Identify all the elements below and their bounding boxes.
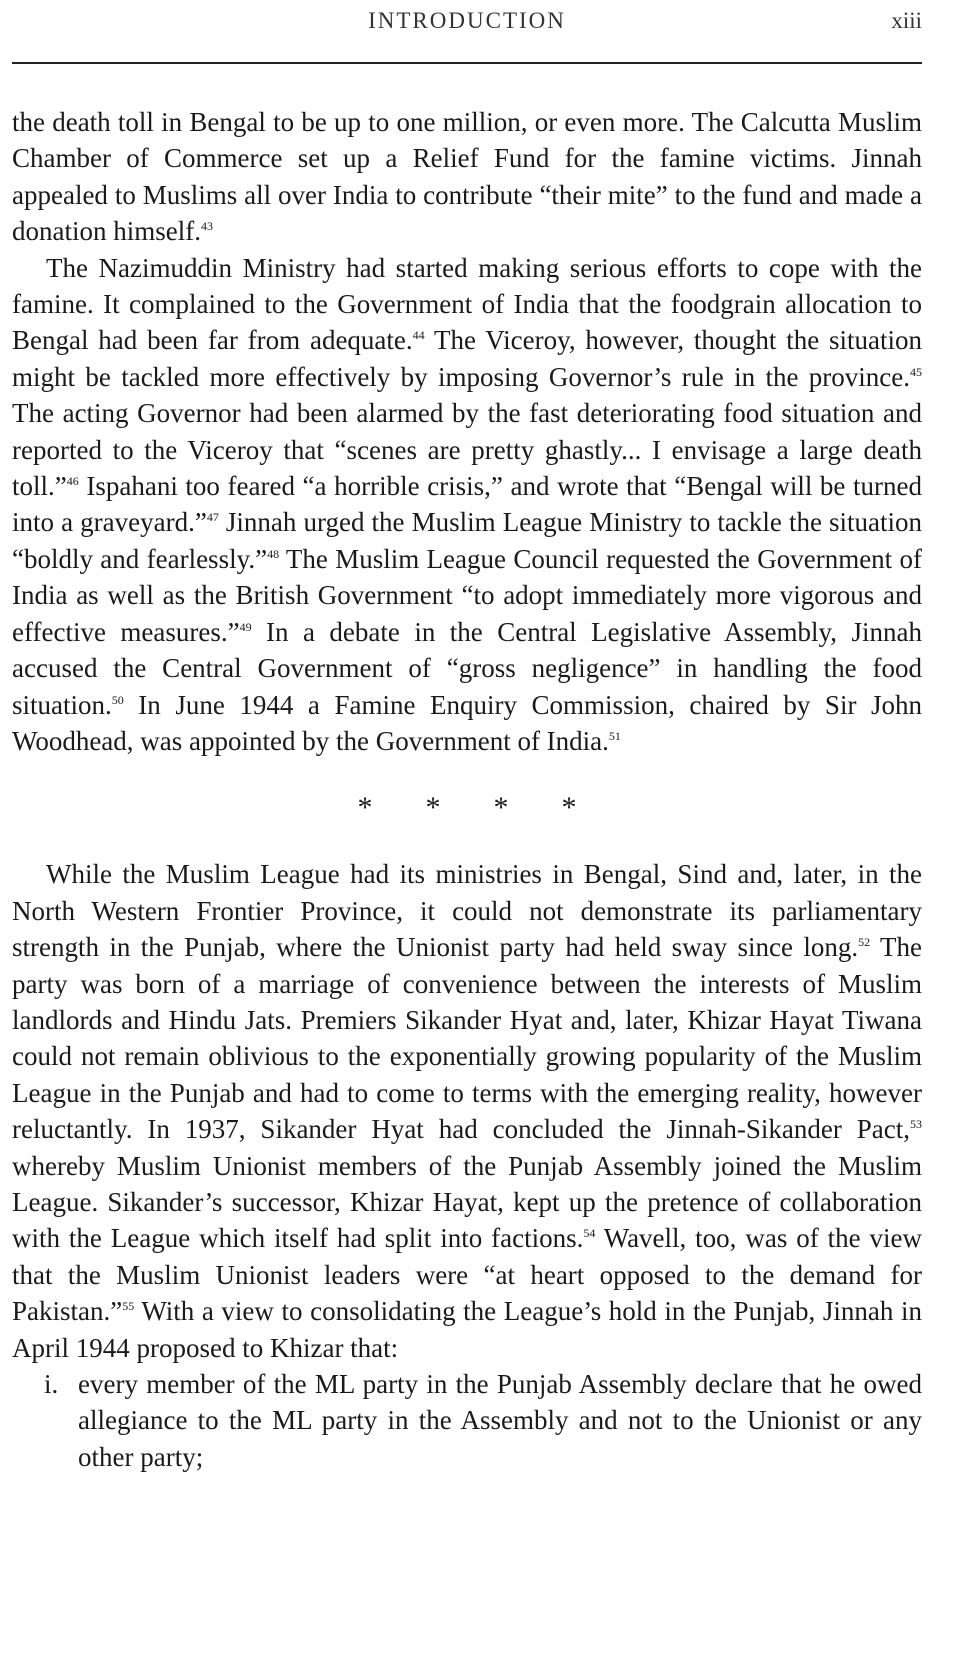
footnote-ref: 52: [858, 935, 871, 950]
sentence: With a view to consolidating the League’s hold in the Punjab, Jinnah in April 1944 proposed to Khizar that:: [12, 1296, 922, 1363]
section-divider: [12, 789, 922, 826]
paragraph-1: [12, 104, 922, 250]
sentence: The party was born of a marriage of convenience between the interests of Muslim landlords and Hindu Jats. Premiers Sikander Hyat and, later, Khizar Hayat Tiwana could not remain oblivious to the exponentially growing popularity of the Muslim League in the Punjab and had to come to terms with the emerging reality, however reluctantly. In 1937, Sikander Hyat had concluded the Jinnah-Sikander Pact,: [12, 932, 922, 1145]
footnote-ref: 48: [267, 546, 280, 561]
divider-star: *: [425, 791, 441, 825]
footnote-ref: 43: [200, 219, 213, 234]
page-number: xiii: [891, 8, 922, 33]
footnote-ref: 49: [239, 619, 252, 634]
list-marker: i.: [44, 1369, 59, 1399]
paragraph-text: the death toll in Bengal to be up to one million, or even more. The Calcutta Muslim Chamber of Commerce set up a Relief Fund for the famine victims. Jinnah appealed to Muslims all over India to contribute “their mite” to the fund and made a donation himself.: [12, 107, 922, 247]
footnote-ref: 53: [910, 1117, 922, 1132]
footnote-ref: 54: [583, 1226, 596, 1241]
sentence: Ispahani too feared “a horrible crisis,” and wrote that “Bengal will be turned into a graveyard.”: [12, 471, 922, 538]
sentence: In June 1944 a Famine Enquiry Commission, chaired by Sir John Woodhead, was appointed by the Government of India.: [12, 689, 922, 756]
sentence: The acting Governor had been alarmed by the fast deteriorating food situation and reported to the Viceroy that “scenes are pretty ghastly... I envisage a large death toll.”: [12, 398, 922, 502]
header-rule: [12, 62, 922, 64]
sentence: In a debate in the Central Legislative Assembly, Jinnah accused the Central Government of “gross negligence” in handling the food situation.: [12, 616, 922, 720]
footnote-ref: 50: [111, 692, 124, 707]
sentence: The Muslim League Council requested the Government of India as well as the British Government “to adopt immediately more vigorous and effective measures.”: [12, 543, 922, 647]
sentence: While the Muslim League had its ministries in Bengal, Sind and, later, in the North Western Frontier Province, it could not demonstrate its parliamentary strength in the Punjab, where the Unionist party had held sway since long.: [12, 859, 922, 963]
paragraph-3: [12, 856, 922, 1366]
divider-star: *: [561, 791, 577, 825]
sentence: The Viceroy, however, thought the situation might be tackled more effectively by imposing Governor’s rule in the province.: [12, 325, 922, 392]
footnote-ref: 51: [608, 728, 621, 743]
divider-star: *: [493, 791, 509, 825]
footnote-ref: 45: [910, 364, 922, 379]
sentence: The Nazimuddin Ministry had started making serious efforts to cope with the famine. It complained to the Government of India that the foodgrain allocation to Bengal had been far from adequate.: [12, 252, 922, 356]
footnote-ref: 55: [122, 1299, 135, 1314]
footnote-ref: 46: [66, 474, 79, 489]
sentence: Wavell, too, was of the view that the Muslim Unionist leaders were “at heart opposed to the demand for Pakistan.”: [12, 1223, 922, 1327]
sentence: whereby Muslim Unionist members of the Punjab Assembly joined the Muslim League. Sikander’s successor, Khizar Hayat, kept up the pretence of collaboration with the League which itself had split into factions.: [12, 1150, 922, 1254]
page-body: [12, 104, 922, 1475]
paragraph-2: [12, 250, 922, 760]
footnote-ref: 44: [412, 328, 425, 343]
page-header: [12, 8, 922, 48]
running-head: INTRODUCTION: [368, 8, 566, 33]
sentence: Jinnah urged the Muslim League Ministry to tackle the situation “boldly and fearlessly.”: [12, 507, 922, 574]
list-item: [12, 1366, 922, 1475]
divider-star: *: [357, 791, 373, 825]
list-item-text: every member of the ML party in the Punjab Assembly declare that he owed allegiance to the ML party in the Assembly and not to the Unionist or any other party;: [78, 1369, 922, 1472]
footnote-ref: 47: [206, 510, 219, 525]
